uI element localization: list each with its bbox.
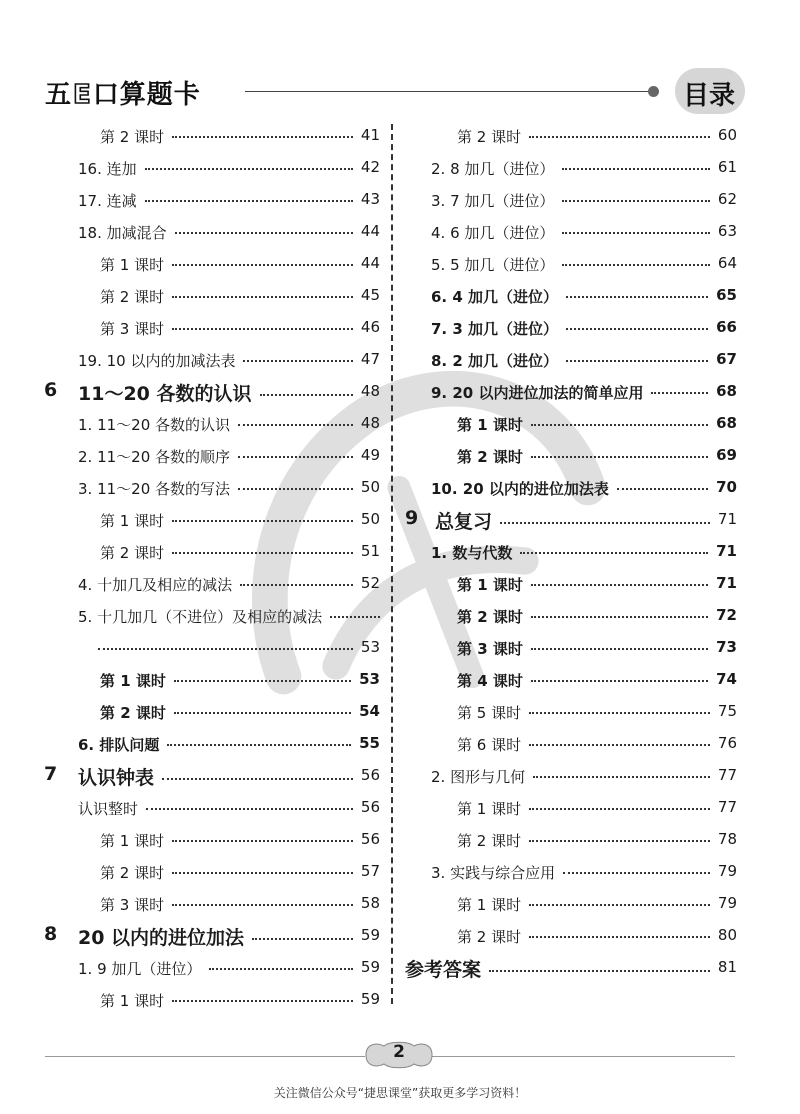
- toc-entry-row: [44, 248, 380, 280]
- toc-page-number: 56: [360, 830, 380, 848]
- toc-entry-row: [44, 152, 380, 184]
- toc-entry-label: 第 1 课时: [457, 576, 523, 594]
- leader-dots: [145, 200, 353, 202]
- chapter-number: 9: [405, 507, 419, 529]
- leader-dots: [172, 840, 353, 842]
- page-header: [45, 72, 745, 116]
- toc-entry-row: [44, 440, 380, 472]
- toc-entry-label: 第 5 课时: [457, 704, 522, 722]
- toc-entry-row: [44, 216, 380, 248]
- leader-dots: [617, 488, 708, 490]
- toc-entry-label: 17. 连减: [78, 192, 137, 210]
- leader-dots: [531, 456, 708, 458]
- toc-entry-row: [405, 888, 737, 920]
- toc-entry-label: 第 1 课时: [100, 512, 165, 530]
- footer-rule-right: [430, 1056, 735, 1057]
- toc-entry-label: 2. 图形与几何: [431, 768, 526, 786]
- leader-dots: [145, 168, 353, 170]
- leader-dots: [562, 264, 710, 266]
- toc-entry-row: [405, 312, 737, 344]
- toc-page-number: 59: [360, 958, 380, 976]
- leader-dots: [489, 970, 710, 972]
- toc-entry-row: [44, 696, 380, 728]
- toc-page-number: 56: [360, 766, 380, 784]
- toc-entry-label: 20 以内的进位加法: [78, 927, 245, 949]
- leader-dots: [651, 392, 708, 394]
- toc-entry-label: 第 4 课时: [457, 672, 523, 690]
- leader-dots: [172, 1000, 353, 1002]
- footer-rule-left: [45, 1056, 365, 1057]
- toc-entry-label: 3. 实践与综合应用: [431, 864, 556, 882]
- toc-entry-row: [405, 664, 737, 696]
- toc-entry-label: 第 1 课时: [100, 256, 165, 274]
- toc-entry-row: [405, 376, 737, 408]
- toc-page-number: 53: [360, 638, 380, 656]
- toc-page-number: 51: [360, 542, 380, 560]
- toc-entry-row: [405, 408, 737, 440]
- toc-entry-row: [44, 600, 380, 632]
- toc-entry-label: 第 1 课时: [100, 832, 165, 850]
- toc-left-column: [44, 120, 380, 1016]
- toc-entry-row: [44, 792, 380, 824]
- toc-entry-row: [405, 120, 737, 152]
- toc-page-number: 48: [360, 414, 380, 432]
- toc-entry-row: [405, 728, 737, 760]
- toc-page-number: 77: [717, 766, 737, 784]
- toc-page-number: 66: [716, 318, 737, 336]
- leader-dots: [252, 938, 353, 940]
- toc-page-number: 58: [360, 894, 380, 912]
- toc-page-number: 60: [717, 126, 737, 144]
- toc-entry-label: 9. 20 以内进位加法的简单应用: [431, 384, 644, 402]
- toc-entry-label: 认识钟表: [78, 767, 155, 789]
- leader-dots: [566, 296, 708, 298]
- toc-entry-label: 第 2 课时: [100, 128, 165, 146]
- toc-chapter-row: [405, 952, 737, 984]
- toc-page-number: 49: [360, 446, 380, 464]
- leader-dots: [240, 584, 353, 586]
- toc-entry-label: 1. 数与代数: [431, 544, 513, 562]
- toc-entry-label: 1. 11～20 各数的认识: [78, 416, 231, 434]
- toc-page-number: 74: [716, 670, 737, 688]
- column-divider: [391, 124, 393, 1004]
- leader-dots: [162, 778, 353, 780]
- toc-entry-label: 3. 7 加几（进位）: [431, 192, 555, 210]
- toc-entry-row: [44, 280, 380, 312]
- toc-page-number: 72: [716, 606, 737, 624]
- toc-entry-label: 5. 十几加几（不进位）及相应的减法: [78, 608, 323, 626]
- leader-dots: [146, 808, 353, 810]
- toc-page-number: 79: [717, 894, 737, 912]
- toc-page-number: 50: [360, 478, 380, 496]
- leader-dots: [531, 616, 708, 618]
- leader-dots: [243, 360, 353, 362]
- leader-dots: [529, 136, 710, 138]
- toc-entry-label: 参考答案: [405, 959, 482, 981]
- toc-page-number: 50: [360, 510, 380, 528]
- leader-dots: [562, 232, 710, 234]
- leader-dots: [174, 680, 351, 682]
- toc-entry-label: 7. 3 加几（进位）: [431, 320, 559, 338]
- toc-entry-label: 第 2 课时: [100, 544, 165, 562]
- toc-entry-label: 16. 连加: [78, 160, 137, 178]
- toc-page-number: 68: [716, 382, 737, 400]
- toc-entry-label: 第 2 课时: [457, 928, 522, 946]
- toc-page-number: 65: [716, 286, 737, 304]
- toc-page-number: 63: [717, 222, 737, 240]
- toc-entry-label: 第 2 课时: [100, 288, 165, 306]
- toc-entry-label: 第 1 课时: [457, 416, 523, 434]
- leader-dots: [172, 872, 353, 874]
- toc-page-number: 70: [716, 478, 737, 496]
- leader-dots: [238, 424, 353, 426]
- toc-page-number: 69: [716, 446, 737, 464]
- toc-entry-label: 6. 排队问题: [78, 736, 160, 754]
- leader-dots: [529, 840, 710, 842]
- leader-dots: [330, 616, 380, 618]
- leader-dots: [563, 872, 710, 874]
- toc-entry-row: [44, 632, 380, 664]
- toc-entry-label: 4. 6 加几（进位）: [431, 224, 555, 242]
- toc-entry-label: 第 2 课时: [100, 704, 166, 722]
- leader-dots: [520, 552, 708, 554]
- toc-entry-row: [44, 728, 380, 760]
- toc-page-number: 59: [360, 926, 380, 944]
- toc-entry-label: 第 2 课时: [457, 832, 522, 850]
- toc-entry-label: 总复习: [435, 511, 493, 533]
- toc-entry-label: 10. 20 以内的进位加法表: [431, 480, 609, 498]
- toc-entry-row: [405, 184, 737, 216]
- toc-page-number: 56: [360, 798, 380, 816]
- section-title: 目录: [682, 81, 735, 111]
- toc-entry-label: 1. 9 加几（进位）: [78, 960, 202, 978]
- toc-entry-row: [44, 856, 380, 888]
- toc-entry-row: [44, 888, 380, 920]
- toc-entry-row: [44, 184, 380, 216]
- leader-dots: [238, 456, 353, 458]
- leader-dots: [529, 904, 710, 906]
- toc-entry-label: 5. 5 加几（进位）: [431, 256, 555, 274]
- brand-logo: [45, 74, 201, 111]
- toc-page-number: 54: [359, 702, 380, 720]
- toc-entry-row: [405, 824, 737, 856]
- page-number: 2: [393, 1042, 405, 1062]
- toc-entry-row: [405, 344, 737, 376]
- toc-entry-label: 2. 8 加几（进位）: [431, 160, 555, 178]
- chapter-number: 7: [44, 763, 58, 785]
- toc-page-number: 81: [717, 958, 737, 976]
- toc-entry-label: 第 2 课时: [100, 864, 165, 882]
- brand-title: 口算题卡: [92, 80, 201, 110]
- leader-dots: [172, 552, 353, 554]
- toc-page-number: 77: [717, 798, 737, 816]
- toc-entry-label: 8. 2 加几（进位）: [431, 352, 559, 370]
- toc-page-number: 80: [717, 926, 737, 944]
- toc-entry-label: 2. 11～20 各数的顺序: [78, 448, 231, 466]
- toc-entry-row: [44, 952, 380, 984]
- toc-entry-row: [405, 536, 737, 568]
- toc-page-number: 41: [360, 126, 380, 144]
- toc-page-number: 67: [716, 350, 737, 368]
- leader-dots: [529, 808, 710, 810]
- leader-dots: [260, 394, 353, 396]
- toc-entry-label: 3. 11～20 各数的写法: [78, 480, 231, 498]
- leader-dots: [566, 360, 708, 362]
- toc-entry-row: [405, 248, 737, 280]
- toc-entry-row: [405, 568, 737, 600]
- toc-page-number: 59: [360, 990, 380, 1008]
- toc-page-number: 55: [359, 734, 380, 752]
- chapter-number: 8: [44, 923, 58, 945]
- toc-page-number: 45: [360, 286, 380, 304]
- toc-entry-label: 第 1 课时: [457, 896, 522, 914]
- header-rule: [245, 91, 650, 92]
- toc-page-number: 57: [360, 862, 380, 880]
- toc-entry-row: [405, 920, 737, 952]
- toc-page-number: 79: [717, 862, 737, 880]
- leader-dots: [172, 136, 353, 138]
- toc-entry-row: [44, 472, 380, 504]
- toc-page-number: 46: [360, 318, 380, 336]
- toc-page-number: 75: [717, 702, 737, 720]
- header-dot: [648, 86, 659, 97]
- leader-dots: [531, 584, 708, 586]
- toc-entry-row: [405, 472, 737, 504]
- toc-entry-label: 18. 加减混合: [78, 224, 167, 242]
- toc-entry-label: 第 2 课时: [457, 608, 523, 626]
- toc-page-number: 71: [717, 510, 737, 528]
- toc-page-number: 47: [360, 350, 380, 368]
- toc-page-number: 42: [360, 158, 380, 176]
- toc-chapter-row: [405, 504, 737, 536]
- chapter-number: 6: [44, 379, 58, 401]
- toc-entry-row: [44, 344, 380, 376]
- toc-entry-row: [44, 504, 380, 536]
- leader-dots: [566, 328, 708, 330]
- leader-dots: [562, 168, 710, 170]
- toc-page-number: 61: [717, 158, 737, 176]
- toc-page-number: 71: [716, 574, 737, 592]
- toc-entry-row: [405, 280, 737, 312]
- toc-page-number: 43: [360, 190, 380, 208]
- toc-entry-label: 第 1 课时: [457, 800, 522, 818]
- toc-entry-row: [44, 824, 380, 856]
- toc-entry-row: [44, 312, 380, 344]
- toc-page-number: 78: [717, 830, 737, 848]
- leader-dots: [172, 328, 353, 330]
- toc-entry-row: [405, 632, 737, 664]
- toc-page-number: 48: [360, 382, 380, 400]
- toc-entry-row: [405, 856, 737, 888]
- toc-entry-row: [405, 216, 737, 248]
- toc-entry-label: 认识整时: [78, 800, 139, 818]
- leader-dots: [209, 968, 353, 970]
- leader-dots: [533, 776, 710, 778]
- leader-dots: [98, 648, 353, 650]
- toc-entry-label: 第 6 课时: [457, 736, 522, 754]
- leader-dots: [172, 904, 353, 906]
- toc-entry-label: 第 3 课时: [457, 640, 523, 658]
- toc-page-number: 73: [716, 638, 737, 656]
- leader-dots: [529, 936, 710, 938]
- toc-page-number: 44: [360, 222, 380, 240]
- toc-entry-row: [405, 600, 737, 632]
- leader-dots: [500, 522, 710, 524]
- toc-entry-label: 第 3 课时: [100, 320, 165, 338]
- toc-entry-label: 第 2 课时: [457, 128, 522, 146]
- toc-right-column: [405, 120, 737, 984]
- leader-dots: [172, 264, 353, 266]
- toc-entry-row: [405, 696, 737, 728]
- toc-page-number: 53: [359, 670, 380, 688]
- toc-entry-row: [44, 120, 380, 152]
- toc-entry-label: 19. 10 以内的加减法表: [78, 352, 236, 370]
- toc-page-number: 64: [717, 254, 737, 272]
- toc-entry-label: 第 1 课时: [100, 992, 165, 1010]
- leader-dots: [172, 296, 353, 298]
- leader-dots: [562, 200, 710, 202]
- toc-entry-row: [405, 792, 737, 824]
- toc-entry-label: 第 2 课时: [457, 448, 523, 466]
- toc-chapter-row: [44, 920, 380, 952]
- leader-dots: [175, 232, 353, 234]
- leader-dots: [174, 712, 351, 714]
- toc-chapter-row: [44, 760, 380, 792]
- toc-page-number: 68: [716, 414, 737, 432]
- toc-entry-row: [44, 568, 380, 600]
- toc-entry-row: [44, 664, 380, 696]
- toc-page-number: 52: [360, 574, 380, 592]
- toc-entry-label: 第 3 课时: [100, 896, 165, 914]
- toc-entry-row: [44, 984, 380, 1016]
- toc-entry-label: 11～20 各数的认识: [78, 383, 252, 405]
- toc-entry-row: [44, 536, 380, 568]
- toc-entry-row: [44, 408, 380, 440]
- toc-entry-label: 6. 4 加几（进位）: [431, 288, 559, 306]
- toc-entry-row: [405, 760, 737, 792]
- leader-dots: [167, 744, 351, 746]
- toc-entry-row: [405, 152, 737, 184]
- brand-prefix: 五: [45, 80, 73, 110]
- toc-chapter-row: [44, 376, 380, 408]
- toc-page-number: 71: [716, 542, 737, 560]
- footer-note: 关注微信公众号“捷思课堂”获取更多学习资料！: [273, 1086, 527, 1100]
- toc-entry-label: 第 1 课时: [100, 672, 166, 690]
- leader-dots: [529, 712, 710, 714]
- leader-dots: [531, 680, 708, 682]
- toc-entry-row: [405, 440, 737, 472]
- leader-dots: [531, 424, 708, 426]
- toc-page-number: 76: [717, 734, 737, 752]
- leader-dots: [238, 488, 353, 490]
- brand-e: E: [73, 80, 92, 110]
- leader-dots: [529, 744, 710, 746]
- toc-page-number: 62: [717, 190, 737, 208]
- leader-dots: [172, 520, 353, 522]
- leader-dots: [531, 648, 708, 650]
- toc-page-number: 44: [360, 254, 380, 272]
- toc-entry-label: 4. 十加几及相应的减法: [78, 576, 233, 594]
